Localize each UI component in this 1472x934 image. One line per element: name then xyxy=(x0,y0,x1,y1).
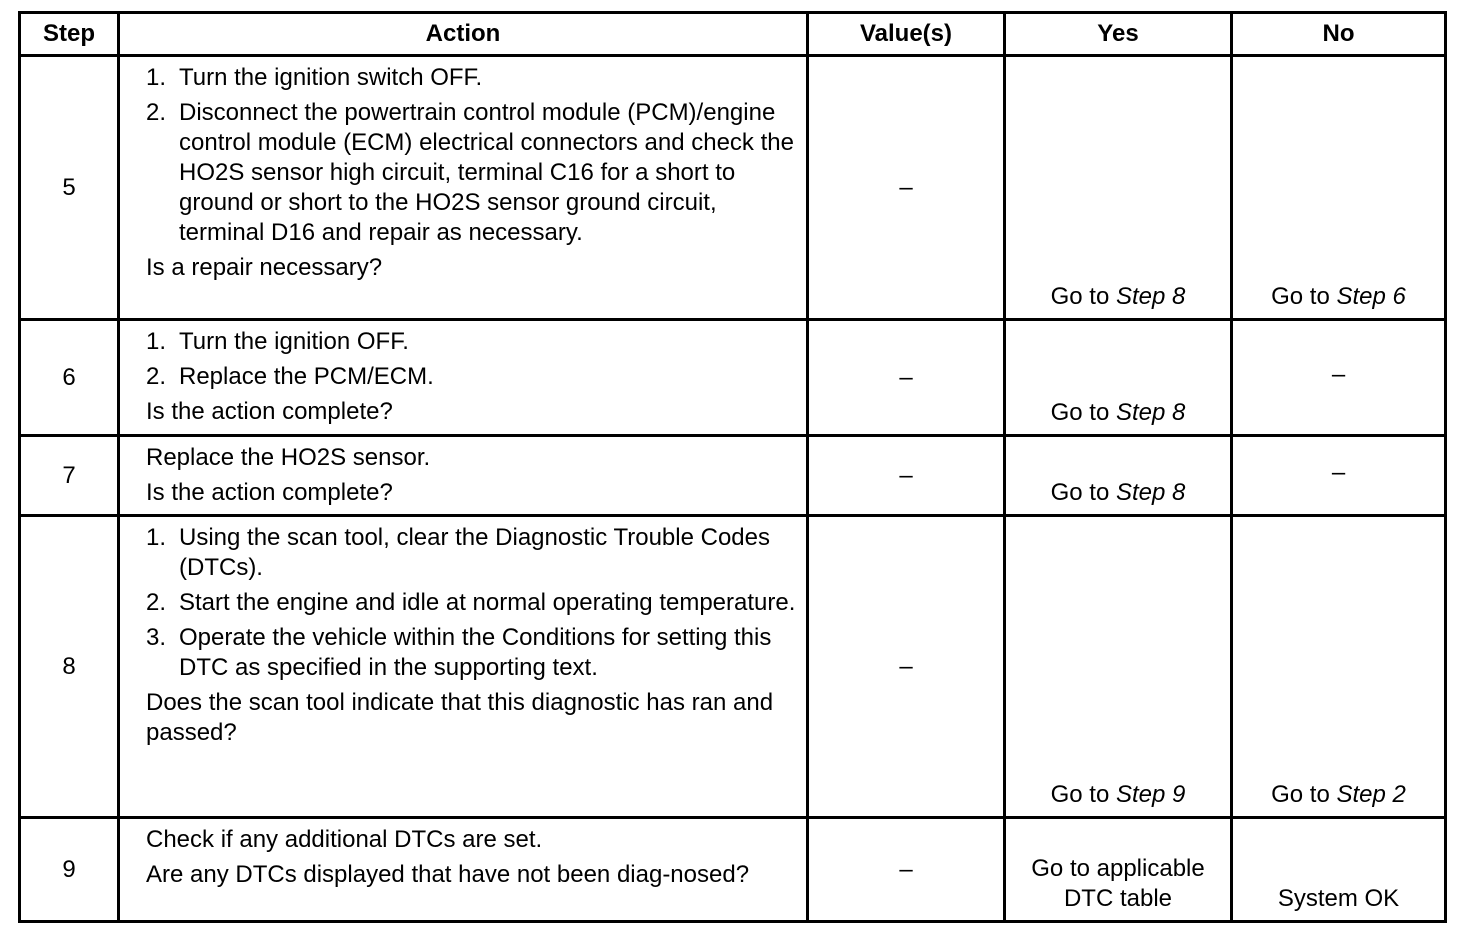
yes-step-link[interactable]: Step 8 xyxy=(1115,283,1186,310)
item-number: 2. xyxy=(146,99,167,126)
yes-prefix: Go to xyxy=(1050,399,1116,426)
yes-prefix: Go to xyxy=(1050,479,1116,506)
header-action: Action xyxy=(119,13,808,56)
action-cell xyxy=(119,56,808,320)
action-item xyxy=(146,588,798,618)
action-question: Is a repair necessary? xyxy=(146,254,383,281)
no-cell xyxy=(1232,56,1446,320)
no-cell: System OK xyxy=(1232,818,1446,922)
header-no: No xyxy=(1232,13,1446,56)
action-question: Is the action complete? xyxy=(146,479,393,506)
item-text: Turn the ignition OFF. xyxy=(179,328,409,355)
header-values: Value(s) xyxy=(808,13,1005,56)
action-item xyxy=(146,327,798,357)
item-number: 2. xyxy=(146,589,167,616)
action-question: Are any DTCs displayed that have not been diag-nosed? xyxy=(146,861,750,888)
action-cell xyxy=(119,320,808,436)
item-number: 1. xyxy=(146,524,167,551)
action-question: Does the scan tool indicate that this diagnostic has ran and passed? xyxy=(146,689,774,746)
item-text: Disconnect the powertrain control module (PCM)/engine control module (ECM) electrical connectors and check the HO2S sensor high circuit, terminal C16 for a short to ground or short to the HO2S sensor ground circuit, terminal D16 and repair as necessary. xyxy=(179,99,794,246)
action-cell xyxy=(119,516,808,818)
item-text: Turn the ignition switch OFF. xyxy=(179,64,483,91)
no-prefix: Go to xyxy=(1271,781,1337,808)
yes-step-link[interactable]: Step 8 xyxy=(1115,399,1186,426)
item-text: Start the engine and idle at normal operating temperature. xyxy=(179,589,796,616)
yes-cell xyxy=(1005,56,1232,320)
yes-cell xyxy=(1005,320,1232,436)
action-item xyxy=(146,523,798,583)
action-item xyxy=(146,362,798,392)
step-number: 5 xyxy=(20,56,119,320)
item-number: 2. xyxy=(146,363,167,390)
yes-prefix: Go to xyxy=(1050,781,1116,808)
header-row xyxy=(20,13,1446,56)
yes-cell xyxy=(1005,516,1232,818)
item-text: Replace the PCM/ECM. xyxy=(179,363,434,390)
item-number: 3. xyxy=(146,624,167,651)
action-cell xyxy=(119,818,808,922)
yes-step-link[interactable]: Step 8 xyxy=(1115,479,1186,506)
value-cell: – xyxy=(808,516,1005,818)
table-row xyxy=(20,818,1446,922)
step-number: 7 xyxy=(20,436,119,516)
item-text: Operate the vehicle within the Conditions for setting this DTC as specified in the supporting text. xyxy=(179,624,772,681)
no-step-link[interactable]: Step 2 xyxy=(1336,781,1406,808)
table-row xyxy=(20,516,1446,818)
item-text: Using the scan tool, clear the Diagnostic Trouble Codes (DTCs). xyxy=(179,524,770,581)
yes-cell xyxy=(1005,436,1232,516)
no-cell xyxy=(1232,516,1446,818)
table-row xyxy=(20,320,1446,436)
no-prefix: Go to xyxy=(1271,283,1337,310)
item-number: 1. xyxy=(146,328,167,355)
step-number: 9 xyxy=(20,818,119,922)
step-number: 6 xyxy=(20,320,119,436)
action-question: Is the action complete? xyxy=(146,398,393,425)
value-cell: – xyxy=(808,320,1005,436)
no-step-link[interactable]: Step 6 xyxy=(1336,283,1406,310)
item-number: 1. xyxy=(146,64,167,91)
yes-prefix: Go to xyxy=(1050,283,1116,310)
table-row xyxy=(20,56,1446,320)
action-item xyxy=(146,98,798,248)
header-step: Step xyxy=(20,13,119,56)
step-number: 8 xyxy=(20,516,119,818)
action-text: Check if any additional DTCs are set. xyxy=(146,826,543,853)
action-item xyxy=(146,623,798,683)
value-cell: – xyxy=(808,436,1005,516)
no-cell: – xyxy=(1232,436,1446,516)
action-text: Replace the HO2S sensor. xyxy=(146,444,431,471)
yes-step-link[interactable]: Step 9 xyxy=(1115,781,1186,808)
table-row xyxy=(20,436,1446,516)
header-yes: Yes xyxy=(1005,13,1232,56)
action-item xyxy=(146,63,798,93)
no-cell: – xyxy=(1232,320,1446,436)
yes-cell[interactable]: Go to applicable DTC table xyxy=(1005,818,1232,922)
value-cell: – xyxy=(808,818,1005,922)
action-cell xyxy=(119,436,808,516)
diagnostic-table xyxy=(18,11,1447,923)
value-cell: – xyxy=(808,56,1005,320)
